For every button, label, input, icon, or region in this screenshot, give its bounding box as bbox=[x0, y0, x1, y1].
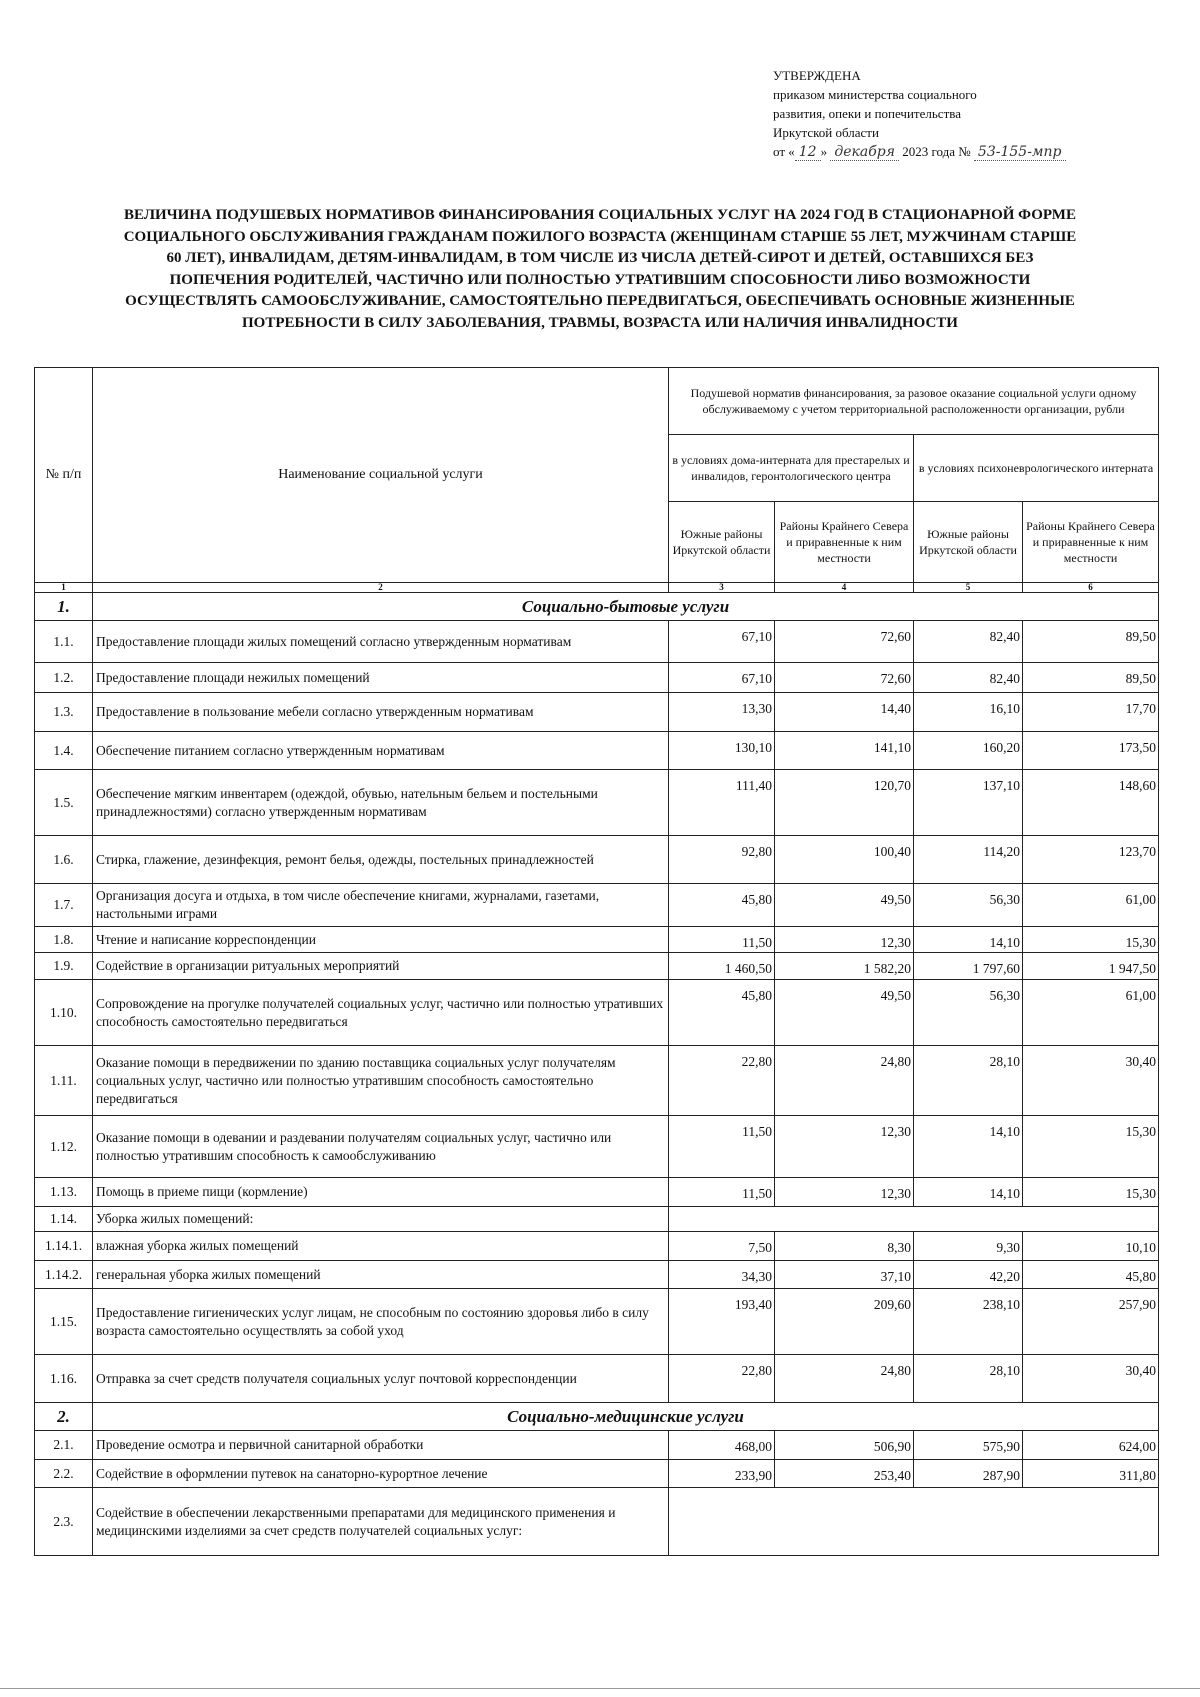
service-number: 1.10. bbox=[35, 980, 93, 1046]
norm-value: 287,90 bbox=[914, 1460, 1023, 1488]
column-number: 2 bbox=[93, 583, 669, 593]
table-row bbox=[35, 1355, 1159, 1403]
column-number: 3 bbox=[669, 583, 775, 593]
table-row bbox=[35, 621, 1159, 663]
table-row bbox=[35, 953, 1159, 980]
norm-value: 311,80 bbox=[1023, 1460, 1159, 1488]
norm-value: 130,10 bbox=[669, 732, 775, 770]
date-mid: » bbox=[820, 144, 828, 159]
section-number: 2. bbox=[35, 1403, 93, 1431]
section-row bbox=[35, 593, 1159, 621]
approval-line: Иркутской области bbox=[773, 125, 879, 140]
table-row bbox=[35, 732, 1159, 770]
header-group-psychoneurological: в условиях психоневрологического интерната bbox=[914, 435, 1159, 502]
header-north: Районы Крайнего Севера и приравненные к ним местности bbox=[775, 502, 914, 583]
service-number: 1.12. bbox=[35, 1116, 93, 1178]
table-row bbox=[35, 1046, 1159, 1116]
norm-value: 82,40 bbox=[914, 621, 1023, 663]
norm-value: 12,30 bbox=[775, 1116, 914, 1178]
norm-value: 148,60 bbox=[1023, 770, 1159, 836]
handwritten-month: декабря bbox=[830, 144, 899, 161]
table-row bbox=[35, 1178, 1159, 1207]
date-prefix: от « bbox=[773, 144, 795, 159]
service-number: 2.3. bbox=[35, 1488, 93, 1556]
norm-value: 49,50 bbox=[775, 884, 914, 927]
service-name: Уборка жилых помещений: bbox=[93, 1207, 669, 1232]
norm-value: 1 582,20 bbox=[775, 953, 914, 980]
header-north: Районы Крайнего Севера и приравненные к ним местности bbox=[1023, 502, 1159, 583]
norm-value: 16,10 bbox=[914, 693, 1023, 732]
title-line: ОСУЩЕСТВЛЯТЬ САМООБСЛУЖИВАНИЕ, САМОСТОЯТЕЛЬНО ПЕРЕДВИГАТЬСЯ, ОБЕСПЕЧИВАТЬ ОСНОВНЫЕ ЖИЗНЕННЫЕ bbox=[125, 293, 1075, 309]
norm-value: 123,70 bbox=[1023, 836, 1159, 884]
title-line: ПОТРЕБНОСТИ В СИЛУ ЗАБОЛЕВАНИЯ, ТРАВМЫ, ВОЗРАСТА ИЛИ НАЛИЧИЯ ИНВАЛИДНОСТИ bbox=[242, 314, 958, 331]
section-title: Социально-бытовые услуги bbox=[93, 593, 1159, 621]
header-south: Южные районы Иркутской области bbox=[914, 502, 1023, 583]
header-norm: Подушевой норматив финансирования, за разовое оказание социальной услуги одному обслуживаемому с учетом территориальной расположенности организации, рубли bbox=[669, 368, 1159, 435]
header-group-nursing-home: в условиях дома-интерната для престарелых и инвалидов, геронтологического центра bbox=[669, 435, 914, 502]
approval-date-line bbox=[773, 142, 1173, 162]
norm-value: 24,80 bbox=[775, 1355, 914, 1403]
norm-value: 468,00 bbox=[669, 1431, 775, 1460]
service-name: Стирка, глажение, дезинфекция, ремонт белья, одежды, постельных принадлежностей bbox=[93, 836, 669, 884]
document-title bbox=[0, 205, 1200, 334]
norm-value: 14,10 bbox=[914, 1178, 1023, 1207]
norm-value: 624,00 bbox=[1023, 1431, 1159, 1460]
norm-value: 8,30 bbox=[775, 1232, 914, 1261]
service-name: Предоставление площади нежилых помещений bbox=[93, 663, 669, 693]
service-name: Оказание помощи в передвижении по зданию поставщика социальных услуг получателям социальных услуг, частично или полностью утратившим способность самостоятельно передвигаться bbox=[93, 1046, 669, 1116]
service-name: Содействие в оформлении путевок на санаторно-курортное лечение bbox=[93, 1460, 669, 1488]
norm-value: 111,40 bbox=[669, 770, 775, 836]
service-name: Предоставление в пользование мебели согласно утвержденным нормативам bbox=[93, 693, 669, 732]
norm-value: 10,10 bbox=[1023, 1232, 1159, 1261]
service-name: Чтение и написание корреспонденции bbox=[93, 927, 669, 953]
service-number: 1.2. bbox=[35, 663, 93, 693]
table-row bbox=[35, 1488, 1159, 1556]
service-number: 1.4. bbox=[35, 732, 93, 770]
norm-value: 49,50 bbox=[775, 980, 914, 1046]
norm-value: 45,80 bbox=[1023, 1261, 1159, 1289]
table-row bbox=[35, 1207, 1159, 1232]
service-number: 1.14.1. bbox=[35, 1232, 93, 1261]
norm-value: 7,50 bbox=[669, 1232, 775, 1261]
service-number: 1.8. bbox=[35, 927, 93, 953]
service-number: 2.2. bbox=[35, 1460, 93, 1488]
norm-value: 9,30 bbox=[914, 1232, 1023, 1261]
norm-value: 45,80 bbox=[669, 884, 775, 927]
norm-value: 238,10 bbox=[914, 1289, 1023, 1355]
service-number: 1.3. bbox=[35, 693, 93, 732]
table-row bbox=[35, 884, 1159, 927]
norm-value: 30,40 bbox=[1023, 1355, 1159, 1403]
table-row bbox=[35, 836, 1159, 884]
norm-value: 72,60 bbox=[775, 663, 914, 693]
norm-value: 89,50 bbox=[1023, 621, 1159, 663]
norm-value: 28,10 bbox=[914, 1046, 1023, 1116]
norm-value: 209,60 bbox=[775, 1289, 914, 1355]
section-number: 1. bbox=[35, 593, 93, 621]
column-number: 1 bbox=[35, 583, 93, 593]
service-number: 1.5. bbox=[35, 770, 93, 836]
service-name: Помощь в приеме пищи (кормление) bbox=[93, 1178, 669, 1207]
norm-value: 67,10 bbox=[669, 663, 775, 693]
norm-value: 13,30 bbox=[669, 693, 775, 732]
approval-stamp bbox=[773, 66, 1173, 162]
norm-value: 22,80 bbox=[669, 1046, 775, 1116]
service-number: 1.7. bbox=[35, 884, 93, 927]
handwritten-order-number: 53-155-мпр bbox=[974, 144, 1066, 161]
table-row bbox=[35, 980, 1159, 1046]
norm-value: 56,30 bbox=[914, 980, 1023, 1046]
norm-value: 24,80 bbox=[775, 1046, 914, 1116]
norm-value: 14,10 bbox=[914, 1116, 1023, 1178]
norm-value: 506,90 bbox=[775, 1431, 914, 1460]
norm-value: 82,40 bbox=[914, 663, 1023, 693]
service-name: влажная уборка жилых помещений bbox=[93, 1232, 669, 1261]
norm-value: 61,00 bbox=[1023, 884, 1159, 927]
norm-value: 17,70 bbox=[1023, 693, 1159, 732]
service-number: 1.11. bbox=[35, 1046, 93, 1116]
norm-value: 160,20 bbox=[914, 732, 1023, 770]
table-row bbox=[35, 1116, 1159, 1178]
header-south: Южные районы Иркутской области bbox=[669, 502, 775, 583]
norm-value: 193,40 bbox=[669, 1289, 775, 1355]
norm-value: 67,10 bbox=[669, 621, 775, 663]
norm-value: 15,30 bbox=[1023, 1178, 1159, 1207]
norm-value: 61,00 bbox=[1023, 980, 1159, 1046]
handwritten-day: 12 bbox=[795, 144, 821, 161]
norm-value: 575,90 bbox=[914, 1431, 1023, 1460]
empty-values-cell bbox=[669, 1488, 1159, 1556]
service-name: Отправка за счет средств получателя социальных услуг почтовой корреспонденции bbox=[93, 1355, 669, 1403]
table-row bbox=[35, 927, 1159, 953]
norm-value: 72,60 bbox=[775, 621, 914, 663]
service-name: Обеспечение питанием согласно утвержденным нормативам bbox=[93, 732, 669, 770]
norm-value: 45,80 bbox=[669, 980, 775, 1046]
service-name: Содействие в обеспечении лекарственными препаратами для медицинского применения и медицинскими изделиями за счет средств получателей социальных услуг: bbox=[93, 1488, 669, 1556]
norm-value: 141,10 bbox=[775, 732, 914, 770]
section-row bbox=[35, 1403, 1159, 1431]
norm-value: 14,40 bbox=[775, 693, 914, 732]
norm-value: 173,50 bbox=[1023, 732, 1159, 770]
norm-value: 1 797,60 bbox=[914, 953, 1023, 980]
norm-value: 11,50 bbox=[669, 1178, 775, 1207]
norm-value: 11,50 bbox=[669, 1116, 775, 1178]
table-row bbox=[35, 1232, 1159, 1261]
year-text: 2023 года № bbox=[902, 144, 971, 159]
service-name: Обеспечение мягким инвентарем (одеждой, обувью, нательным бельем и постельными принадлежностями) согласно утвержденным нормативам bbox=[93, 770, 669, 836]
norm-value: 56,30 bbox=[914, 884, 1023, 927]
title-line: ВЕЛИЧИНА ПОДУШЕВЫХ НОРМАТИВОВ ФИНАНСИРОВАНИЯ СОЦИАЛЬНЫХ УСЛУГ НА 2024 ГОД В СТАЦИОНАРНОЙ ФОРМЕ bbox=[124, 207, 1076, 223]
service-number: 1.15. bbox=[35, 1289, 93, 1355]
service-number: 1.1. bbox=[35, 621, 93, 663]
section-title: Социально-медицинские услуги bbox=[93, 1403, 1159, 1431]
norm-value: 233,90 bbox=[669, 1460, 775, 1488]
norm-value: 15,30 bbox=[1023, 1116, 1159, 1178]
table-row bbox=[35, 1289, 1159, 1355]
table-row bbox=[35, 1431, 1159, 1460]
service-number: 1.6. bbox=[35, 836, 93, 884]
norm-value: 12,30 bbox=[775, 1178, 914, 1207]
service-number: 1.9. bbox=[35, 953, 93, 980]
table-row bbox=[35, 1460, 1159, 1488]
service-number: 1.14.2. bbox=[35, 1261, 93, 1289]
norm-value: 100,40 bbox=[775, 836, 914, 884]
service-number: 1.13. bbox=[35, 1178, 93, 1207]
column-number: 6 bbox=[1023, 583, 1159, 593]
norm-value: 257,90 bbox=[1023, 1289, 1159, 1355]
service-name: Предоставление гигиенических услуг лицам, не способным по состоянию здоровья либо в силу возраста самостоятельно осуществлять за собой уход bbox=[93, 1289, 669, 1355]
norm-value: 37,10 bbox=[775, 1261, 914, 1289]
norm-value: 89,50 bbox=[1023, 663, 1159, 693]
norm-value: 15,30 bbox=[1023, 927, 1159, 953]
column-number: 5 bbox=[914, 583, 1023, 593]
norm-value: 120,70 bbox=[775, 770, 914, 836]
approval-line: развития, опеки и попечительства bbox=[773, 106, 961, 121]
service-name: Оказание помощи в одевании и раздевании получателям социальных услуг, частично или полностью утратившим способность к самообслуживанию bbox=[93, 1116, 669, 1178]
header-num: № п/п bbox=[35, 368, 93, 583]
column-numbers-row bbox=[35, 583, 1159, 593]
table-row bbox=[35, 770, 1159, 836]
table-row bbox=[35, 1261, 1159, 1289]
title-line: ПОПЕЧЕНИЯ РОДИТЕЛЕЙ, ЧАСТИЧНО ИЛИ ПОЛНОСТЬЮ УТРАТИВШИМ СПОСОБНОСТИ ЛИБО ВОЗМОЖНОСТИ bbox=[169, 271, 1031, 288]
norm-value: 137,10 bbox=[914, 770, 1023, 836]
norm-value: 253,40 bbox=[775, 1460, 914, 1488]
norm-value: 114,20 bbox=[914, 836, 1023, 884]
empty-values-cell bbox=[669, 1207, 1159, 1232]
norm-value: 92,80 bbox=[669, 836, 775, 884]
title-line: СОЦИАЛЬНОГО ОБСЛУЖИВАНИЯ ГРАЖДАНАМ ПОЖИЛОГО ВОЗРАСТА (ЖЕНЩИНАМ СТАРШЕ 55 ЛЕТ, МУЖЧИНАМ СТАРШЕ bbox=[123, 228, 1077, 245]
service-name: Проведение осмотра и первичной санитарной обработки bbox=[93, 1431, 669, 1460]
table-row bbox=[35, 663, 1159, 693]
norm-value: 14,10 bbox=[914, 927, 1023, 953]
title-line: 60 ЛЕТ), ИНВАЛИДАМ, ДЕТЯМ-ИНВАЛИДАМ, В ТОМ ЧИСЛЕ ИЗ ЧИСЛА ДЕТЕЙ-СИРОТ И ДЕТЕЙ, ОСТАВШИХСЯ БЕЗ bbox=[166, 250, 1034, 266]
approval-line: приказом министерства социального bbox=[773, 87, 977, 102]
service-number: 1.16. bbox=[35, 1355, 93, 1403]
norms-table bbox=[34, 367, 1159, 1556]
norm-value: 12,30 bbox=[775, 927, 914, 953]
header-service-name: Наименование социальной услуги bbox=[93, 368, 669, 583]
approval-title: УТВЕРЖДЕНА bbox=[773, 68, 861, 83]
service-name: Организация досуга и отдыха, в том числе обеспечение книгами, журналами, газетами, настольными играми bbox=[93, 884, 669, 927]
table-row bbox=[35, 693, 1159, 732]
service-number: 2.1. bbox=[35, 1431, 93, 1460]
norm-value: 1 947,50 bbox=[1023, 953, 1159, 980]
service-name: Сопровождение на прогулке получателей социальных услуг, частично или полностью утративших способность самостоятельно передвигаться bbox=[93, 980, 669, 1046]
norm-value: 22,80 bbox=[669, 1355, 775, 1403]
norm-value: 34,30 bbox=[669, 1261, 775, 1289]
service-name: генеральная уборка жилых помещений bbox=[93, 1261, 669, 1289]
norm-value: 42,20 bbox=[914, 1261, 1023, 1289]
norm-value: 30,40 bbox=[1023, 1046, 1159, 1116]
column-number: 4 bbox=[775, 583, 914, 593]
service-number: 1.14. bbox=[35, 1207, 93, 1232]
norm-value: 28,10 bbox=[914, 1355, 1023, 1403]
service-name: Содействие в организации ритуальных мероприятий bbox=[93, 953, 669, 980]
service-name: Предоставление площади жилых помещений согласно утвержденным нормативам bbox=[93, 621, 669, 663]
norm-value: 1 460,50 bbox=[669, 953, 775, 980]
norm-value: 11,50 bbox=[669, 927, 775, 953]
page-edge-line bbox=[0, 1688, 1200, 1689]
